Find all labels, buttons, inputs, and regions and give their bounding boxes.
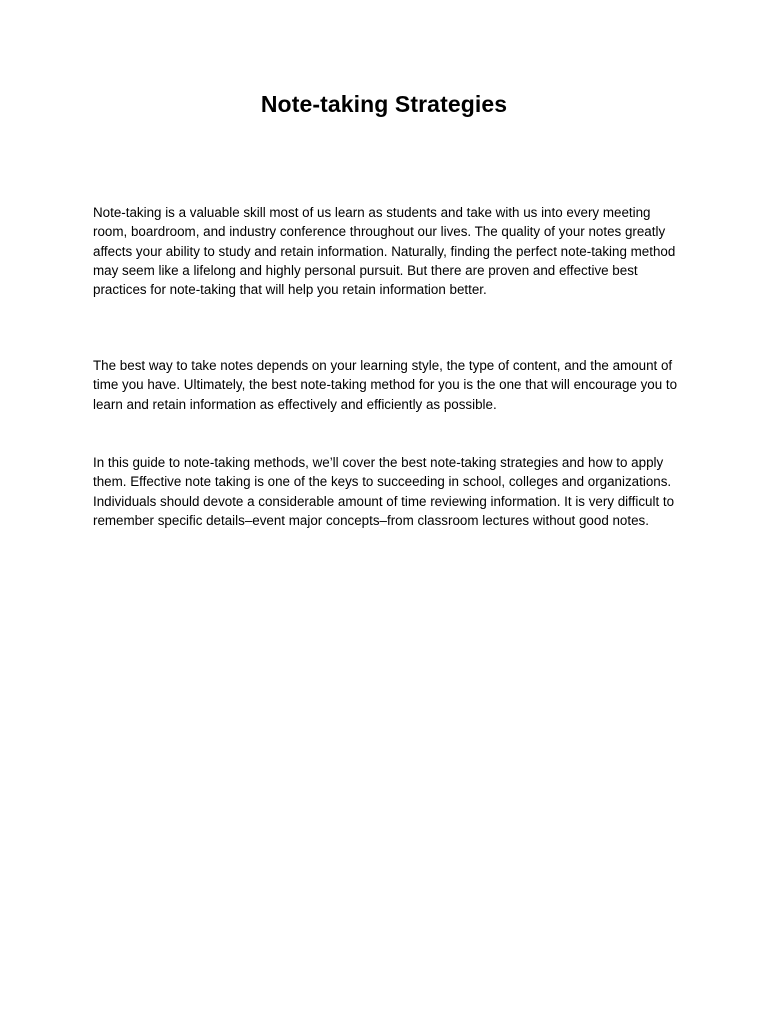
paragraph-guide: In this guide to note-taking methods, we’ll cover the best note-taking strategies and how to apply them. Effective note taking is one of the keys to succeeding in school, colleges and organizations. Individuals should devote a considerable amount of time reviewing information. It is very difficult to remember specific details–event major concepts–from classroom lectures without good notes. <box>93 455 675 528</box>
paragraph-intro: Note-taking is a valuable skill most of us learn as students and take with us into every meeting room, boardroom, and industry conference throughout our lives. The quality of your notes greatly affects your ability to study and retain information. Naturally, finding the perfect note-taking method may seem like a lifelong and highly personal pursuit. But there are proven and effective best practices for note-taking that will help you retain information better. <box>93 205 676 298</box>
document-title: Note-taking Strategies <box>260 91 508 117</box>
paragraph-learning-style: The best way to take notes depends on your learning style, the type of content, and the amount of time you have. Ultimately, the best note-taking method for you is the one that will encourage you to learn and retain information as effectively and efficiently as possible. <box>93 358 678 412</box>
